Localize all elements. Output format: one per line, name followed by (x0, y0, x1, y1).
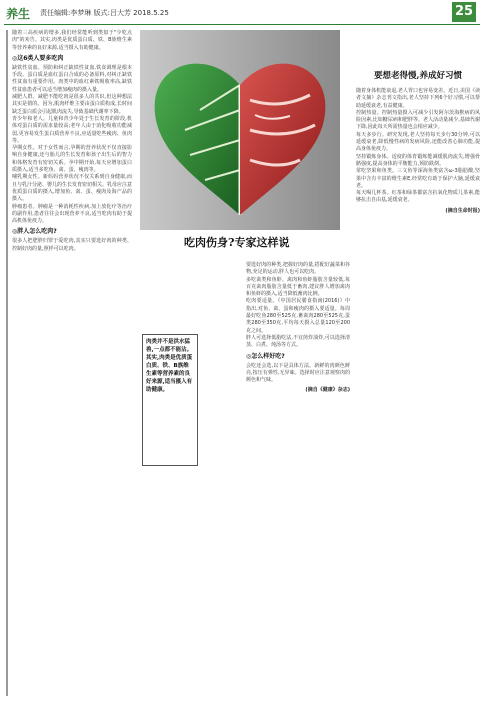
page-header (0, 0, 484, 24)
left-article-column (6, 30, 132, 696)
article-title: 吃肉伤身?专家这样说 (184, 236, 290, 249)
paragraph: 每天喝几杯茶。红茶和绿茶都富含抗氧化物质儿茶素,能够抗击自由基,延缓衰老。 (356, 190, 480, 204)
right-article-column (356, 30, 480, 696)
section-title: 养生 (6, 7, 31, 21)
intro-paragraph: 随着三高疾病的增多,我们经常能听到类似于"少吃点肉"的劝告。其实,肉类是优质蛋白质、铁、B族维生素等营养素的良好来源,适当摄入有助健康。 (12, 30, 132, 51)
paragraph: 吃肉要适量。《中国居民膳食指南(2016)》中指出,对鱼、禽、蛋和瘦肉的摄入要适量。每周最好吃鱼280至525克,畜禽肉280至525克,蛋类280至350克,平均每天摄入总量120至200克之间。 (246, 298, 350, 334)
vegetable-meat-heart-image (140, 30, 340, 230)
subheading-how-to-eat: ◎怎么样好吃? (246, 352, 285, 360)
paragraph: 青少年和老人。儿童和青少年处于生长发育的阶段,机体对蛋白质的需求量较高;老年人由于消化吸收功能减弱,更容易发生蛋白质营养不良,应适量吃些瘦肉、鱼肉等。 (12, 115, 132, 144)
paragraph: 胖人可选择低脂吃法,不宜煎炸油炸,可以选择清蒸、白煮、炖汤等方式。 (246, 334, 350, 349)
paragraph: 要选好肉的种类,把握好肉的量,搭配好蔬菜和谷物,充足的运动,胖人也可以吃肉。 (246, 262, 350, 276)
paragraph: 减肥人群。减肥不能吃肉是很多人的共识,但这种想法其实是错的。因为,肌肉纤维主要由蛋白质构成,长时间缺乏蛋白质会引起肌肉流失,导致基础代谢率下降。 (12, 94, 132, 115)
paragraph: 多吃禽类和鱼虾。禽肉和鱼虾脂肪含量较低,每百克禽肉脂肪含量低于畜肉,建议胖人增加禽肉和鱼虾的摄入,适当降低畜肉比例。 (246, 276, 350, 298)
paragraph: 很多人把肥胖归罪于爱吃肉,其实只要选好肉的种类、控制好肉的量,照样可以吃肉。 (12, 238, 132, 252)
page-number: 25 (452, 2, 476, 22)
source-note: (摘自生命时报) (445, 207, 480, 214)
pull-quote: 肉类并不是洪水猛兽,一点都不能沾。其实,肉类是优质蛋白质、铁、B族维生素等营养素的良好来源,适当摄入有助健康。 (142, 334, 198, 466)
paragraph: 每天多步行。研究发现,老人坚持每天步行30分钟,可以延缓衰老,降低慢性病的发病风险,还能改善心肺功能,提高身体免疫力。 (356, 131, 480, 153)
header-meta: 责任编辑:李梦琳 版式:吕大芳 2018.5.25 (40, 9, 169, 17)
paragraph: 常吃坚果和鱼类。三文鱼等深海鱼类富含ω-3脂肪酸,坚果中含有丰富的维生素E,经常吃有助于保护大脑,延缓衰老。 (356, 168, 480, 189)
header-divider (4, 24, 480, 25)
paragraph: 控制热量。控制热量摄入可减少引发阿尔茨海默病的风险因素,比如糖尿病和肥胖等。老人活动量减少,基础代谢下降,因此每天所需热量也会相应减少。 (356, 109, 480, 131)
paragraph: 坚持锻炼身体。适度的体育锻炼能减缓肌肉流失,增强骨骼强度,提高身体的平衡能力,预防跌倒。 (356, 153, 480, 167)
paragraph: 缺铁性贫血、预防和纠正缺铁性贫血,铁食调理是根本手段。蛋白质是血红蛋白合成的必备原料,对纠正缺铁性贫血有重要作用。肉类中的血红素铁吸收率高,缺铁性贫血患者可以适当增加瘦肉的摄入量。 (12, 64, 132, 93)
paragraph: 会吃还会选,以下是具体方法。新鲜的肉颜色鲜亮,按压有弹性,无异味。选择时应注意观察肉的颜色和气味。 (246, 362, 350, 384)
subheading-six-groups: ◎这6类人要多吃肉 (12, 54, 64, 62)
hero-illustration (140, 30, 340, 230)
paragraph: 随着身体机能衰退,老人胃口也容易变差。近日,美国《读者文摘》杂志刊文指出,老人坚持下列6个好习惯,可以帮助延缓衰老,有益健康。 (356, 88, 480, 109)
paragraph: 哺乳期女性。新妈妈营养状况不仅关系到自身健康,而且与乳汁分泌、婴儿的生长发育密切相关。乳母应注意优质蛋白质的摄入,增加鱼、禽、蛋、瘦肉及海产品的摄入。 (12, 174, 133, 203)
subheading-fat-people: ◎胖人怎么吃肉? (12, 228, 57, 236)
paragraph: 孕期女性。对于女性而言,孕期的营养状况不仅直接影响自身健康,还与胎儿的生长发育和孩子出生后的智力和体格发育有密切关系。孕中期开始,每天应增加蛋白质摄入,适当多吃鱼、禽、蛋、瘦肉等。 (12, 145, 132, 174)
right-article-title: 要想老得慢,养成好习惯 (374, 71, 462, 81)
middle-article-column (246, 262, 350, 698)
source-note: (摘自《健康》杂志) (305, 387, 350, 394)
paragraph: 肿瘤患者。肿瘤是一种消耗性疾病,加上放化疗等治疗的副作用,患者往往会出现营养不良,适当吃肉有助于提高机体免疫力。 (12, 203, 132, 225)
